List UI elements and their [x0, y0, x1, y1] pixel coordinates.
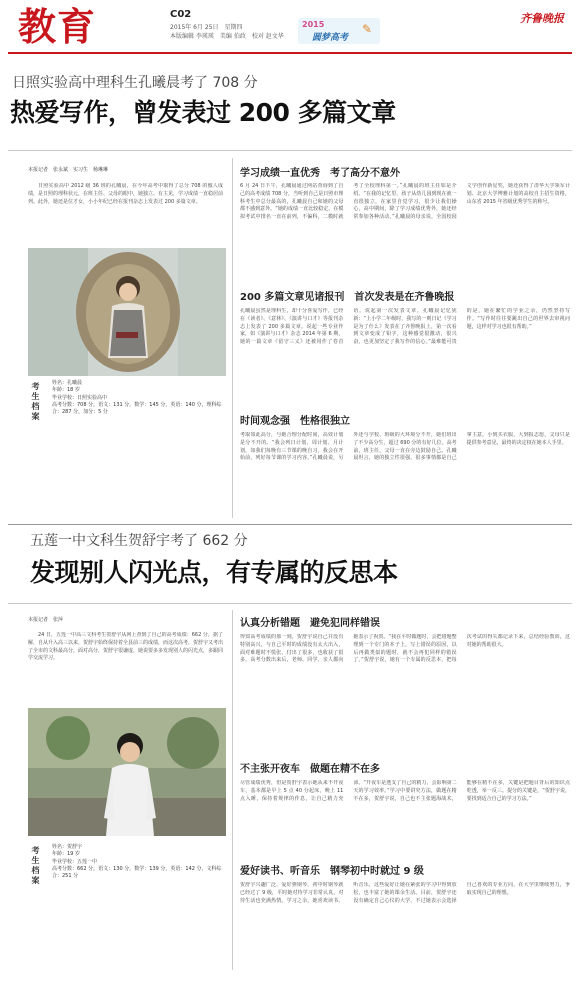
student-photo-illustration: [28, 248, 226, 376]
story1-subtitle: 日照实验高中理科生孔曦晨考了 708 分: [12, 75, 258, 91]
pencil-icon: ✎: [362, 22, 373, 36]
profile-line: 姓名：孔曦晨: [52, 380, 83, 386]
profile-line: 高考分数：662 分，语文：130 分，数学：139 分，英语：142 分，文科综合：251 分: [52, 865, 222, 879]
divider: [8, 150, 572, 151]
section-heading: 爱好读书、听音乐 钢琴初中时就过 9 级: [240, 866, 424, 877]
story2-photo: [28, 708, 226, 836]
story2-subtitle: 五莲一中文科生贺舒宇考了 662 分: [30, 533, 248, 549]
story2-headline: 发现别人闪光点，有专属的反思本: [30, 558, 398, 587]
profile-line: 毕业学校：日照实验高中: [52, 394, 108, 401]
section-heading: 时间观念强 性格很独立: [240, 416, 350, 427]
story2-profile: [52, 844, 228, 880]
story1-byline: 本报记者 张永斌 实习生 杨琳琳: [28, 167, 109, 173]
profile-line: 姓名：贺舒宇: [52, 844, 83, 850]
section-body: 得知高考成绩的那一刻，贺舒宇说自己并没有特别高兴，与自己平时的成绩没有太大出入，面对难题时不慌张，付出了很多，也收获了很多。高考分数出来后，老师、同学、亲人都向她表示了祝贺。“我在平时做题时，会把错题整理到一个专门的本子上，写上错误的原因，以后再做类似的题时，就不会再犯同样的错误了。”贺舒宇说，她有一个专属的反思本，把每次考试的得失都记录下来，总结经验教训，这对她的帮助很大。: [240, 634, 570, 664]
profile-line: 年龄：18 岁: [52, 387, 80, 394]
section-body: 贺舒宇兴趣广泛，爱好弹钢琴，初中时钢琴就已经过了 9 级，平时她对待学习非常认真，对待生活也充满热情。学习之余，她喜欢读书、听音乐，这些爱好让她在紧张的学习中得到放松，也丰富了她的课余生活。目前，贺舒宇还没有确定自己心仪的大学，不过她表示会选择自己喜欢的专业方向，在大学里继续努力，争取实现自己的理想。: [240, 882, 570, 904]
story1-headline: 热爱写作，曾发表过 200 多篇文章: [10, 98, 396, 127]
section-body: 孔曦晨虽然是理科生，却十分喜爱写作，已经在《读者》、《意林》、《演讲与口才》等报刊杂志上发表了 200 多篇文章。说起一些专业作家，如《演讲与口才》杂志 2014 年第 6 期，她的一篇文章《留守三义》还被用作了卷首语。说起第一次发表文章，孔曦晨记忆犹新：“上小学二年级时，我写的一则日记《学习是为了什么》发表在了齐鲁晚报上，第一次看到文章变成了铅字，这种感觉很激动，很兴奋，也更加坚定了我写作的信心。”最难能可贵的是，她在繁忙的学业之余，仍然坚持写作。“写作时往往要跳出自己的世界去审视问题，这样对学习也很有帮助。”: [240, 308, 570, 345]
promo-year: 2015: [302, 20, 325, 29]
profile-line: 高考分数：708 分，语文：131 分，数学：145 分，英语：140 分，理科综合：287 分，加分：5 分: [52, 401, 222, 415]
promo-banner: [298, 18, 380, 44]
section-body: 考取如此高分，与她合理分配时间，高效计划是分不开的。“我会列日计划、周计划、月计划，如我们每晚有三节课的晚自习，我会在开始前，列好每节课的学习内容。”孔曦晨说，另外还与学校、班级的大环境分不开，她们班出了不少高分生，超过 690 分的有好几位。高考前，班主任、父母一直在旁边鼓励自己。孔曦晨坦言，她的独立性很强，很多事情都是自己拿主意，小到买衣服，大到报志愿，父母只是提供参考意见，最终的决定权在她本人手里。: [240, 432, 570, 462]
story1-profile: [52, 380, 228, 416]
editor-line: 本版编辑 李瑛瑛 美编 伯政 校对 赵文华: [170, 33, 284, 40]
section-heading: 认真分析错题 避免犯同样错误: [240, 618, 380, 629]
section-heading: 200 多篇文章见诸报刊 首次发表是在齐鲁晚报: [240, 292, 455, 303]
divider: [8, 524, 572, 525]
story2-byline: 本报记者 张萍: [28, 617, 64, 623]
profile-line: 年龄：19 岁: [52, 851, 80, 858]
masthead: [0, 0, 580, 60]
promo-text: 圆梦高考: [312, 33, 349, 43]
story1-photo: [28, 248, 226, 376]
divider: [8, 603, 572, 604]
page-number: C02: [170, 9, 192, 20]
story1-profile-label: 考生档案: [31, 382, 40, 422]
section-body: 6 月 24 日下午，孔曦晨通过网站查询到了自己的高考成绩 708 分，当听到自己是日照市理科考生中总分最高的，孔曦晨自己和她的父母都不感到意外。“她的成绩一直比较稳定，在模拟考试中排名一直在前列，不偏科，二模时就考了全校理科第一。”孔曦晨的班主任如是介绍。“在我的记忆里，孩子从幼儿园到现在就一直很独立，在家里自觉学习，很少让我们操心，高中期间，除了学习成绩优秀外，她还经常参加各种活动。”孔曦晨的母亲说。全国校园文学创作新星奖，她还获得了清华大学领军计划、北京大学博雅计划的高校自主招生资格，山东省 2015 年省级优秀学生的称号。: [240, 183, 570, 220]
column-divider: [232, 610, 233, 970]
profile-line: 毕业学校：五莲一中: [52, 858, 98, 865]
section-title: 教育: [18, 5, 97, 49]
student-photo-illustration: [28, 708, 226, 836]
paper-logo: 齐鲁晚报: [520, 12, 564, 25]
story1-lead: 日照实验高中 2012 级 36 班的孔曦晨，在今年高考中取得了总分 708 的傲人成绩，是日照的理科状元，在班主任、父母的眼中，她独立、有主见，学习成绩一直稳居前列。此外，她还是位才女，小小年纪已经在报刊杂志上发表过 200 多篇文章。: [28, 183, 223, 205]
section-heading: 不主张开夜车 做题在精不在多: [240, 764, 380, 775]
date-line: 2015年 6月 25日 星期四: [170, 24, 243, 31]
story2-lead: 24 日，五莲一中高三文科考生贺舒宇从网上查到了自己的高考成绩：662 分，据了解，自从升入高三以来，贺舒宇始终保持着全县前三的成绩，而这次高考，贺舒宇又考出了全市的文科最高分，面对高分，贺舒宇很谦虚，她说要多多发现别人的闪光点，多跟同学交流学习。: [28, 632, 223, 662]
section-body: 尽管成绩优秀，但是贺舒宇表示她从来不开夜车，基本都是早上 5 点 40 分起床，晚上 11 点入睡，保持着规律的作息，让自己精力充沛。“开夜车是透支了自己的精力，会影响第二天的学习效率。”学习中要讲究方法，做题在精不在多，贺舒宇说，自己也不主张题海战术，能够在精不在多，关键是把题目背后的知识点吃透，举一反三。提分的关键是，“贺舒宇说，要找到适合自己的学习方法。”: [240, 780, 570, 802]
section-heading: 学习成绩一直优秀 考了高分不意外: [240, 168, 400, 179]
column-divider: [232, 158, 233, 518]
masthead-rule: [8, 52, 572, 54]
story2-profile-label: 考生档案: [31, 846, 40, 886]
